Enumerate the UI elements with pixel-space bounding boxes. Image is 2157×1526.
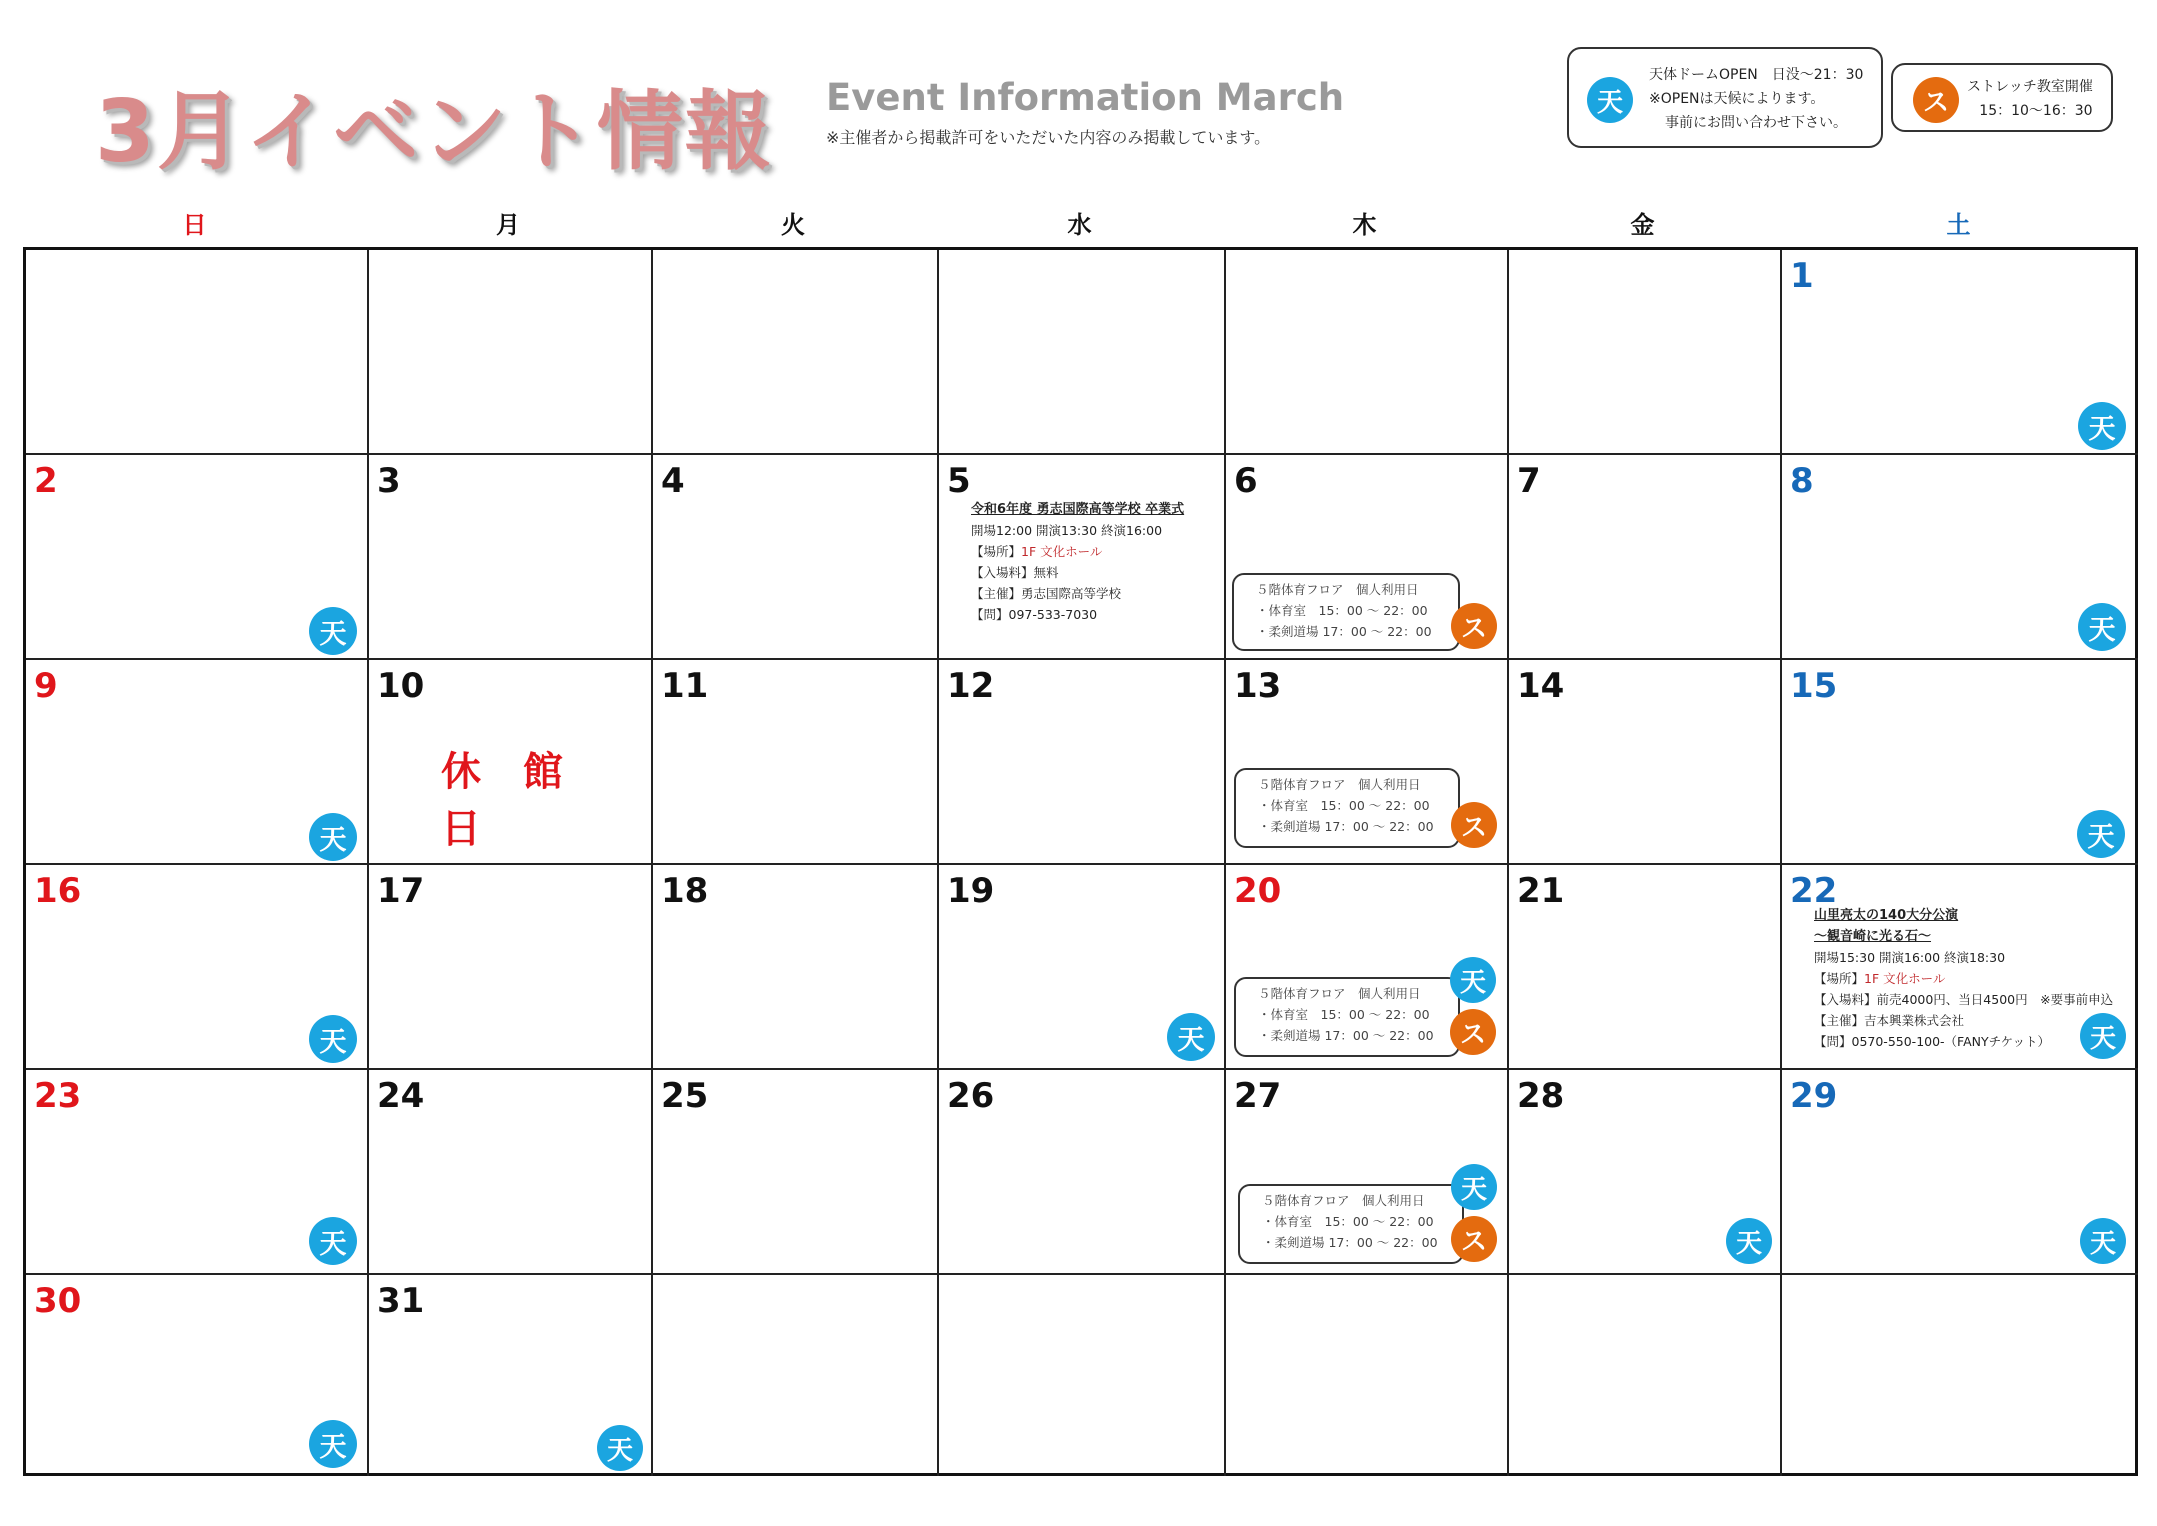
day-number: 28: [1517, 1076, 1565, 1116]
event-host: 【主催】吉本興業株式会社: [1814, 1013, 1965, 1028]
ten-icon: 天: [2078, 402, 2126, 450]
day-number: 4: [661, 461, 685, 501]
calendar-cell-day-29[interactable]: [1782, 1070, 2138, 1275]
day-number: 3: [377, 461, 401, 501]
ten-icon: 天: [2077, 810, 2125, 858]
day-number: 20: [1234, 871, 1282, 911]
event-contact: 【問】097-533-7030: [971, 607, 1098, 622]
event-subtitle: 〜観音崎に光る石〜: [1814, 929, 1932, 944]
calendar-cell-empty: [369, 250, 653, 455]
calendar-cell-empty: [1509, 250, 1782, 455]
calendar-cell-day-19[interactable]: [939, 865, 1226, 1070]
calendar-cell-day-7[interactable]: [1509, 455, 1782, 660]
ten-icon: 天: [309, 813, 357, 861]
weekday-thu: 木: [1352, 211, 1377, 239]
facility-line3: ・柔剣道場 17：00 〜 22：00: [1258, 1028, 1434, 1043]
facility-line2: ・体育室 15：00 〜 22：00: [1256, 603, 1428, 618]
ten-icon: 天: [1450, 957, 1496, 1003]
day-number: 15: [1790, 666, 1838, 706]
calendar-cell-day-24[interactable]: [369, 1070, 653, 1275]
calendar-cell-day-20[interactable]: [1226, 865, 1509, 1070]
calendar-cell-day-17[interactable]: [369, 865, 653, 1070]
weekday-sun: 日: [182, 211, 207, 239]
page-subtitle: Event Information March: [826, 76, 1345, 119]
permission-note: ※主催者から掲載許可をいただいた内容のみ掲載しています。: [826, 128, 1271, 147]
facility-line1: ５階体育フロア 個人利用日: [1262, 1193, 1425, 1208]
ten-icon: 天: [309, 607, 357, 655]
legend-ten-line3: 事前にお問い合わせ下さい。: [1665, 115, 1847, 131]
day-number: 27: [1234, 1076, 1282, 1116]
day-number: 13: [1234, 666, 1282, 706]
day-number: 29: [1790, 1076, 1838, 1116]
ten-icon: 天: [1451, 1164, 1497, 1210]
calendar-cell-day-28[interactable]: [1509, 1070, 1782, 1275]
day-number: 31: [377, 1281, 425, 1321]
calendar-cell-day-23[interactable]: [26, 1070, 369, 1275]
ten-icon: 天: [1587, 77, 1633, 123]
event-time: 開場15:30 開演16:00 終演18:30: [1814, 950, 2006, 965]
calendar-cell-day-3[interactable]: [369, 455, 653, 660]
legend-su-line2: 15：10〜16：30: [1979, 103, 2093, 119]
facility-line3: ・柔剣道場 17：00 〜 22：00: [1258, 819, 1434, 834]
weekday-tue: 火: [781, 211, 805, 239]
su-icon: ス: [1913, 77, 1959, 123]
closed-day-label: 休 館 日: [441, 749, 577, 852]
event-fee: 【入場料】無料: [971, 565, 1059, 580]
calendar-cell-empty: [939, 250, 1226, 455]
day-number: 10: [377, 666, 425, 706]
day-number: 12: [947, 666, 995, 706]
ten-icon: 天: [597, 1425, 643, 1471]
event-comedy-show[interactable]: [1814, 905, 2113, 1052]
calendar-cell-day-14[interactable]: [1509, 660, 1782, 865]
calendar-cell-day-25[interactable]: [653, 1070, 939, 1275]
day-number: 16: [34, 871, 82, 911]
calendar-cell-day-16[interactable]: [26, 865, 369, 1070]
day-number: 11: [661, 666, 709, 706]
event-place-label: 【場所】: [971, 544, 1022, 559]
calendar-cell-day-31[interactable]: [369, 1275, 653, 1476]
calendar-cell-day-22[interactable]: [1782, 865, 2138, 1070]
day-number: 18: [661, 871, 709, 911]
day-number: 24: [377, 1076, 425, 1116]
ten-icon: 天: [2080, 1218, 2126, 1264]
calendar-cell-day-21[interactable]: [1509, 865, 1782, 1070]
facility-line1: ５階体育フロア 個人利用日: [1258, 986, 1421, 1001]
day-number: 1: [1790, 256, 1814, 296]
day-number: 26: [947, 1076, 995, 1116]
facility-line2: ・体育室 15：00 〜 22：00: [1258, 798, 1430, 813]
calendar-cell-day-10[interactable]: [369, 660, 653, 865]
day-number: 6: [1234, 461, 1258, 501]
event-place: 1F 文化ホール: [1021, 544, 1103, 559]
facility-line3: ・柔剣道場 17：00 〜 22：00: [1256, 624, 1432, 639]
su-icon: ス: [1451, 802, 1497, 848]
su-icon: ス: [1451, 1216, 1497, 1262]
event-title: 令和6年度 勇志国際高等学校 卒業式: [971, 502, 1185, 517]
calendar-cell-day-27[interactable]: [1226, 1070, 1509, 1275]
event-time: 開場12:00 開演13:30 終演16:00: [971, 523, 1163, 538]
calendar-cell-day-2[interactable]: [26, 455, 369, 660]
legend-ten-line2: ※OPENは天候によります。: [1649, 91, 1825, 107]
day-number: 8: [1790, 461, 1814, 501]
ten-icon: 天: [309, 1420, 357, 1468]
su-icon: ス: [1451, 603, 1497, 649]
calendar-cell-day-9[interactable]: [26, 660, 369, 865]
day-number: 25: [661, 1076, 709, 1116]
calendar-cell-day-13[interactable]: [1226, 660, 1509, 865]
calendar-cell-day-12[interactable]: [939, 660, 1226, 865]
day-number: 14: [1517, 666, 1565, 706]
facility-note: [1234, 768, 1460, 848]
weekday-header: [23, 205, 2138, 241]
facility-line2: ・体育室 15：00 〜 22：00: [1258, 1007, 1430, 1022]
calendar-cell-day-30[interactable]: [26, 1275, 369, 1476]
day-number: 22: [1790, 871, 1838, 911]
ten-icon: 天: [2080, 1013, 2126, 1059]
ten-icon: 天: [1167, 1013, 1215, 1061]
calendar-cell-empty: [653, 250, 939, 455]
ten-icon: 天: [309, 1217, 357, 1265]
legend-ten-line1: 天体ドームOPEN 日没〜21：30: [1649, 67, 1864, 83]
weekday-fri: 金: [1630, 211, 1655, 239]
day-number: 17: [377, 871, 425, 911]
calendar-grid: [23, 247, 2138, 1476]
facility-note: [1232, 573, 1460, 651]
event-host: 【主催】勇志国際高等学校: [971, 586, 1122, 601]
calendar-cell-empty: [1226, 1275, 1509, 1476]
facility-line1: ５階体育フロア 個人利用日: [1258, 777, 1421, 792]
calendar-cell-empty: [1226, 250, 1509, 455]
calendar-cell-day-6[interactable]: [1226, 455, 1509, 660]
event-place: 1F 文化ホール: [1864, 971, 1946, 986]
event-contact: 【問】0570-550-100-（FANYチケット）: [1814, 1034, 2051, 1049]
legend-su-box: [1891, 63, 2113, 132]
calendar-cell-day-4[interactable]: [653, 455, 939, 660]
ten-icon: 天: [2078, 603, 2126, 651]
event-place-label: 【場所】: [1814, 971, 1865, 986]
day-number: 19: [947, 871, 995, 911]
legend-ten-box: [1567, 47, 1883, 148]
calendar-cell-day-18[interactable]: [653, 865, 939, 1070]
day-number: 21: [1517, 871, 1565, 911]
day-number: 5: [947, 461, 971, 501]
page-title: 3月イベント情報: [95, 82, 773, 182]
event-title: 山里亮太の140大分公演: [1814, 908, 1959, 923]
calendar-cell-empty: [1782, 1275, 2138, 1476]
event-graduation[interactable]: [971, 499, 1184, 625]
calendar-cell-day-1[interactable]: [1782, 250, 2138, 455]
su-icon: ス: [1450, 1009, 1496, 1055]
event-fee: 【入場料】前売4000円、当日4500円 ※要事前申込: [1814, 992, 2114, 1007]
facility-note: [1234, 977, 1460, 1057]
day-number: 2: [34, 461, 58, 501]
calendar-cell-day-11[interactable]: [653, 660, 939, 865]
legend-su-line1: ストレッチ教室開催: [1967, 79, 2093, 95]
ten-icon: 天: [309, 1015, 357, 1063]
weekday-wed: 水: [1067, 211, 1092, 239]
weekday-mon: 月: [496, 211, 520, 239]
day-number: 30: [34, 1281, 82, 1321]
calendar-cell-day-5[interactable]: [939, 455, 1226, 660]
day-number: 9: [34, 666, 58, 706]
calendar-cell-day-15[interactable]: [1782, 660, 2138, 865]
weekday-sat: 土: [1946, 211, 1971, 239]
calendar-cell-empty: [653, 1275, 939, 1476]
day-number: 23: [34, 1076, 82, 1116]
facility-line3: ・柔剣道場 17：00 〜 22：00: [1262, 1235, 1438, 1250]
calendar-cell-empty: [1509, 1275, 1782, 1476]
calendar-cell-empty: [26, 250, 369, 455]
day-number: 7: [1517, 461, 1541, 501]
calendar-cell-day-8[interactable]: [1782, 455, 2138, 660]
facility-line2: ・体育室 15：00 〜 22：00: [1262, 1214, 1434, 1229]
facility-line1: ５階体育フロア 個人利用日: [1256, 582, 1419, 597]
facility-note: [1238, 1184, 1464, 1264]
ten-icon: 天: [1726, 1218, 1772, 1264]
calendar-cell-empty: [939, 1275, 1226, 1476]
calendar-cell-day-26[interactable]: [939, 1070, 1226, 1275]
